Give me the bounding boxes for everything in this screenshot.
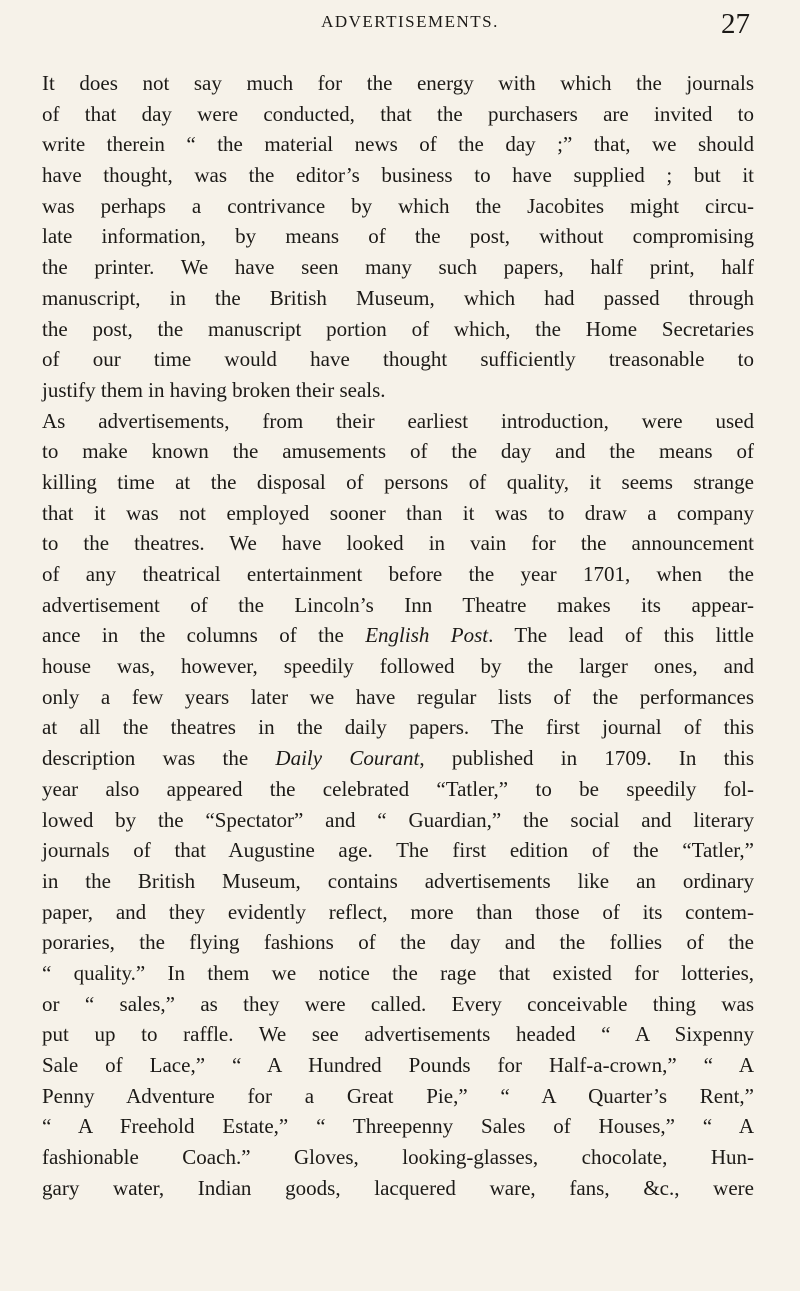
text-line: poraries, the flying fashions of the day and the follies of the bbox=[42, 930, 754, 955]
publication-title: English Post bbox=[365, 623, 489, 648]
text-line: Sale of Lace,” “ A Hundred Pounds for Half-a-crown,” “ A bbox=[42, 1053, 754, 1077]
publication-title: Daily Courant bbox=[275, 746, 420, 771]
text-line: at all the theatres in the daily papers. The first journal of this bbox=[42, 715, 754, 740]
text-line: in the British Museum, contains advertisements like an ordinary bbox=[42, 868, 754, 893]
paragraph-2 bbox=[42, 406, 754, 1204]
text-line: fashionable Coach.” Gloves, looking-glasses, chocolate, Hun- bbox=[42, 1145, 754, 1170]
running-title: ADVERTISEMENTS. bbox=[321, 12, 499, 31]
text-line: lowed by the “Spectator” and “ Guardian,” the social and literary bbox=[42, 807, 754, 832]
text-line: have thought, was the editor’s business to have supplied ; but it bbox=[42, 163, 754, 188]
page-number: 27 bbox=[721, 8, 750, 40]
running-head bbox=[70, 8, 750, 48]
text-line: Penny Adventure for a Great Pie,” “ A Quarter’s Rent,” bbox=[42, 1083, 754, 1108]
text-line: justify them in having broken their seals. bbox=[42, 377, 386, 402]
text-line: journals of that Augustine age. The first edition of the “Tatler,” bbox=[42, 838, 754, 863]
text-line: ance in the columns of the English Post. The lead of this little bbox=[42, 623, 755, 648]
text-line: the printer. We have seen many such papers, half print, half bbox=[42, 255, 754, 280]
paragraph-1 bbox=[42, 68, 754, 406]
text-line: the post, the manuscript portion of which, the Home Secretaries bbox=[42, 316, 754, 341]
text-line: manuscript, in the British Museum, which had passed through bbox=[42, 285, 754, 310]
text-line: It does not say much for the energy with which the journals bbox=[42, 71, 754, 95]
text-line: of our time would have thought sufficiently treasonable to bbox=[42, 347, 754, 372]
text-line: only a few years later we have regular lists of the performances bbox=[42, 684, 754, 709]
text-line: year also appeared the celebrated “Tatler,” to be speedily fol- bbox=[42, 776, 754, 801]
text-line: to the theatres. We have looked in vain for the announcement bbox=[42, 531, 754, 556]
text-line: description was the Daily Courant, published in 1709. In this bbox=[42, 746, 755, 771]
text-line: paper, and they evidently reflect, more than those of its contem- bbox=[42, 899, 754, 924]
text-line: was perhaps a contrivance by which the Jacobites might circu- bbox=[42, 193, 754, 218]
text-line: to make known the amusements of the day and the means of bbox=[42, 439, 754, 464]
text-line: killing time at the disposal of persons of quality, it seems strange bbox=[42, 469, 754, 494]
text-line: write therein “ the material news of the day ;” that, we should bbox=[42, 132, 754, 157]
text-line: “ A Freehold Estate,” “ Threepenny Sales of Houses,” “ A bbox=[42, 1114, 754, 1139]
text-line: house was, however, speedily followed by the larger ones, and bbox=[42, 654, 754, 679]
text-line: late information, by means of the post, without compromising bbox=[42, 224, 754, 249]
text-line: of that day were conducted, that the purchasers are invited to bbox=[42, 101, 754, 126]
text-line: As advertisements, from their earliest introduction, were used bbox=[42, 408, 754, 433]
text-line: of any theatrical entertainment before the year 1701, when the bbox=[42, 562, 754, 586]
text-line: “ quality.” In them we notice the rage that existed for lotteries, bbox=[42, 960, 754, 985]
text-line: put up to raffle. We see advertisements headed “ A Sixpenny bbox=[42, 1022, 754, 1047]
text-line: advertisement of the Lincoln’s Inn Theatre makes its appear- bbox=[42, 592, 754, 617]
body-text bbox=[42, 68, 754, 1203]
text-line: or “ sales,” as they were called. Every conceivable thing was bbox=[42, 991, 754, 1016]
text-line: gary water, Indian goods, lacquered ware, fans, &c., were bbox=[42, 1175, 754, 1200]
text-line: that it was not employed sooner than it was to draw a company bbox=[42, 500, 754, 525]
